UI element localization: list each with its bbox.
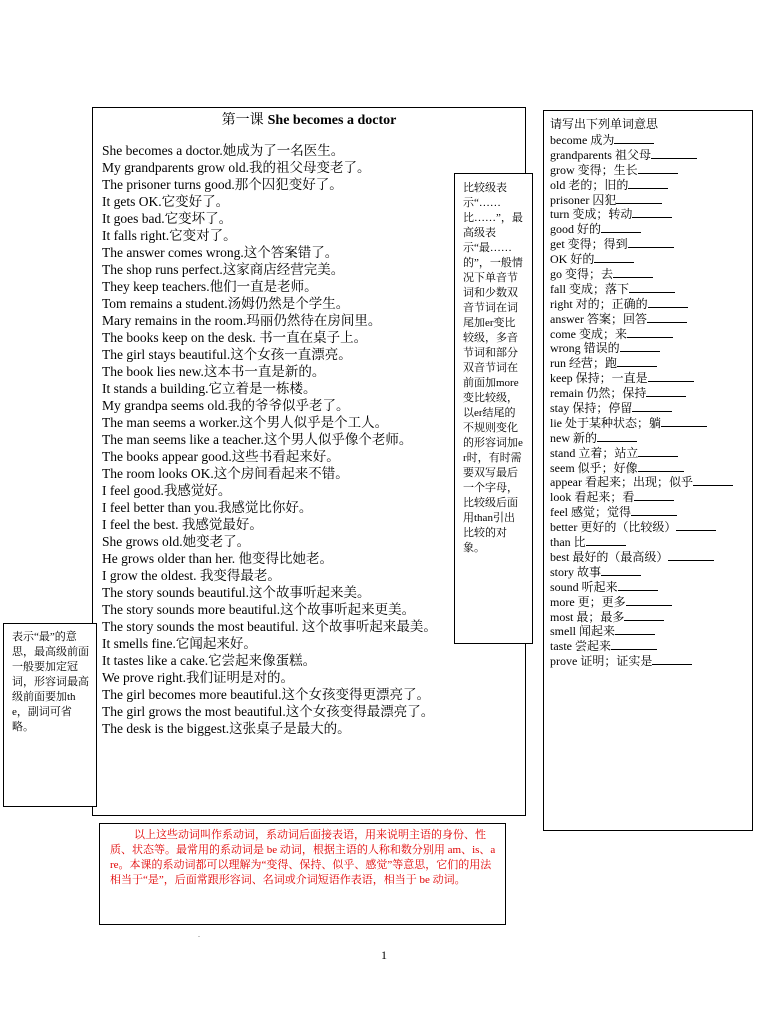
sentence-line: Tom remains a student.汤姆仍然是个学生。 xyxy=(102,296,350,311)
answer-blank[interactable] xyxy=(601,564,641,576)
vocab-word: keep 保持；一直是 xyxy=(550,371,648,386)
answer-blank[interactable] xyxy=(648,296,688,308)
sentence-line: The man seems like a teacher.这个男人似乎像个老师。 xyxy=(102,432,413,447)
vocab-word: grandparents 祖父母 xyxy=(550,147,651,162)
sentence-line: The desk is the biggest.这张桌子是最大的。 xyxy=(102,721,351,736)
answer-blank[interactable] xyxy=(631,504,677,516)
superlative-note-box xyxy=(3,623,97,807)
vocab-word: sound 听起来 xyxy=(550,579,618,594)
vocab-word: wrong 错误的 xyxy=(550,341,620,356)
vocab-item xyxy=(550,251,752,266)
vocab-item xyxy=(550,266,752,281)
lesson-title-text: She becomes a doctor xyxy=(267,113,397,128)
answer-blank[interactable] xyxy=(618,579,658,591)
vocab-word: turn 变成；转动 xyxy=(550,207,633,222)
vocab-word: right 对的；正确的 xyxy=(550,296,648,311)
answer-blank[interactable] xyxy=(634,489,674,501)
sentence-line: The story sounds more beautiful.这个故事听起来更美。 xyxy=(102,602,416,617)
sentence-line: I grow the oldest. 我变得最老。 xyxy=(102,568,281,583)
answer-blank[interactable] xyxy=(651,147,697,159)
answer-blank[interactable] xyxy=(646,385,686,397)
answer-blank[interactable] xyxy=(693,474,733,486)
vocab-item xyxy=(550,445,752,460)
answer-blank[interactable] xyxy=(613,266,653,278)
sentence-line: I feel the best. 我感觉最好。 xyxy=(102,517,263,532)
vocab-item xyxy=(550,296,752,311)
answer-blank[interactable] xyxy=(601,221,641,233)
vocab-item xyxy=(550,474,752,489)
sentence-line: The story sounds the most beautiful. 这个故事听起来最美。 xyxy=(102,619,437,634)
sentence-line: The girl stays beautiful.这个女孩一直漂亮。 xyxy=(102,347,352,362)
answer-blank[interactable] xyxy=(626,594,672,606)
answer-blank[interactable] xyxy=(638,445,678,457)
answer-blank[interactable] xyxy=(616,192,662,204)
sentence-line: My grandparents grow old.我的祖父母变老了。 xyxy=(102,160,371,175)
stray-mark: . xyxy=(198,930,200,939)
answer-blank[interactable] xyxy=(647,311,687,323)
vocab-item xyxy=(550,519,752,534)
vocab-word: feel 感觉；觉得 xyxy=(550,505,631,520)
vocab-word: best 最好的（最高级） xyxy=(550,549,669,564)
vocab-item xyxy=(550,192,752,207)
vocab-word: prove 证明；证实是 xyxy=(550,654,653,669)
superlative-note-text: 表示“最”的意思，最高级前面一般要加定冠词，形容词最高级前面要加the，副词可省略。 xyxy=(12,631,89,733)
vocab-item xyxy=(550,400,752,415)
sentence-line: My grandpa seems old.我的爷爷似乎老了。 xyxy=(102,398,350,413)
answer-blank[interactable] xyxy=(628,177,668,189)
page-number: 1 xyxy=(381,948,387,962)
answer-blank[interactable] xyxy=(652,653,692,665)
vocab-word: story 故事 xyxy=(550,564,602,579)
answer-blank[interactable] xyxy=(676,519,716,531)
vocab-word: new 新的 xyxy=(550,430,597,445)
vocab-item xyxy=(550,326,752,341)
answer-blank[interactable] xyxy=(632,206,672,218)
answer-blank[interactable] xyxy=(594,251,634,263)
sentence-line: The books keep on the desk. 书一直在桌子上。 xyxy=(102,330,368,345)
vocab-word: taste 尝起来 xyxy=(550,639,611,654)
vocabulary-box xyxy=(543,110,753,831)
sentence-line: It goes bad.它变坏了。 xyxy=(102,211,233,226)
vocab-item xyxy=(550,162,752,177)
vocab-item xyxy=(550,653,752,668)
vocab-word: than 比 xyxy=(550,535,586,550)
comparative-note-box xyxy=(454,173,533,644)
vocab-item xyxy=(550,549,752,564)
vocab-item xyxy=(550,594,752,609)
vocab-word: remain 仍然；保持 xyxy=(550,386,647,401)
sentence-line: The shop runs perfect.这家商店经营完美。 xyxy=(102,262,345,277)
vocab-word: come 变成；来 xyxy=(550,326,627,341)
answer-blank[interactable] xyxy=(628,236,674,248)
sentence-line: The books appear good.这些书看起来好。 xyxy=(102,449,340,464)
vocab-word: fall 变成；落下 xyxy=(550,281,629,296)
vocab-item xyxy=(550,281,752,296)
sentence-line: The girl grows the most beautiful.这个女孩变得最漂亮了。 xyxy=(102,704,435,719)
answer-blank[interactable] xyxy=(668,549,714,561)
vocab-word: seem 似乎；好像 xyxy=(550,460,638,475)
vocab-word: stay 保持；停留 xyxy=(550,401,633,416)
vocab-word: better 更好的（比较级） xyxy=(550,520,677,535)
vocab-word: prisoner 囚犯 xyxy=(550,192,617,207)
sentence-line: It smells fine.它闻起来好。 xyxy=(102,636,257,651)
vocab-word: smell 闻起来 xyxy=(550,624,615,639)
vocab-item xyxy=(550,623,752,638)
sentence-line: The book lies new.这本书一直是新的。 xyxy=(102,364,326,379)
linking-verb-note-box xyxy=(99,823,506,925)
sentence-line: Mary remains in the room.玛丽仍然待在房间里。 xyxy=(102,313,382,328)
vocab-item xyxy=(550,340,752,355)
sentence-line: It falls right.它变对了。 xyxy=(102,228,237,243)
answer-blank[interactable] xyxy=(629,281,675,293)
answer-blank[interactable] xyxy=(627,326,673,338)
sentence-line: I feel better than you.我感觉比你好。 xyxy=(102,500,313,515)
vocab-word: go 变得；去 xyxy=(550,267,614,282)
sentence-line: The room looks OK.这个房间看起来不错。 xyxy=(102,466,349,481)
answer-blank[interactable] xyxy=(617,355,657,367)
vocabulary-list xyxy=(550,132,752,668)
vocab-word: old 老的；旧的 xyxy=(550,177,629,192)
sentence-line: It gets OK.它变好了。 xyxy=(102,194,230,209)
vocabulary-heading: 请写出下列单词意思 xyxy=(550,117,659,131)
vocab-item xyxy=(550,385,752,400)
lesson-number: 第一课 xyxy=(221,113,264,128)
vocab-word: look 看起来；看 xyxy=(550,490,635,505)
vocab-word: run 经营；跑 xyxy=(550,356,617,371)
linking-verb-note-text: 以上这些动词叫作系动词，系动词后面接表语，用来说明主语的身份、性质、状态等。最常用的系动词是 be 动词，根据主语的人称和数分别用 am、is、are。本课的系动词都可以理解为“变得、保持、似乎、感觉”等意思，它们的用法相当于“是”，后面常跟形容词、名词或介词短语作表语，相当于 be 动词。 xyxy=(110,829,496,886)
vocab-item xyxy=(550,504,752,519)
sentence-line: The girl becomes more beautiful.这个女孩变得更漂亮了。 xyxy=(102,687,431,702)
sentence-line: The answer comes wrong.这个答案错了。 xyxy=(102,245,339,260)
vocab-word: become 成为 xyxy=(550,133,615,147)
sentence-line: It tastes like a cake.它尝起来像蛋糕。 xyxy=(102,653,317,668)
vocab-item xyxy=(550,489,752,504)
sentence-line: She grows old.她变老了。 xyxy=(102,534,251,549)
vocab-word: grow 变得；生长 xyxy=(550,162,638,177)
answer-blank[interactable] xyxy=(624,609,664,621)
vocab-item xyxy=(550,311,752,326)
vocab-item xyxy=(550,221,752,236)
vocab-item xyxy=(550,206,752,221)
answer-blank[interactable] xyxy=(648,370,694,382)
sentence-line: We prove right.我们证明是对的。 xyxy=(102,670,295,685)
vocab-word: answer 答案；回答 xyxy=(550,311,647,326)
vocab-item xyxy=(550,147,752,162)
answer-blank[interactable] xyxy=(632,400,672,412)
answer-blank[interactable] xyxy=(620,340,660,352)
sentence-line: They keep teachers.他们一直是老师。 xyxy=(102,279,318,294)
answer-blank[interactable] xyxy=(661,415,707,427)
lesson-title xyxy=(93,112,525,130)
vocab-item xyxy=(550,355,752,370)
answer-blank[interactable] xyxy=(638,162,678,174)
answer-blank[interactable] xyxy=(614,132,654,144)
vocab-item xyxy=(550,609,752,624)
sentence-line: It stands a building.它立着是一栋楼。 xyxy=(102,381,317,396)
sentence-line: She becomes a doctor.她成为了一名医生。 xyxy=(102,143,345,158)
vocab-item xyxy=(550,430,752,445)
vocab-word: most 最；最多 xyxy=(550,609,625,624)
vocab-word: good 好的 xyxy=(550,222,602,237)
vocab-item xyxy=(550,236,752,251)
vocab-item xyxy=(550,370,752,385)
sentence-line: The man seems a worker.这个男人似乎是个工人。 xyxy=(102,415,389,430)
comparative-note-text: 比较级表示“……比……”，最高级表示“最……的”，一般情况下单音节词和少数双音节词在词尾加er变比较级，多音节词和部分双音节词在前面加more变比较级，以er结尾的不规则变化的形容词加er时，有时需要双写最后一个字母，比较级后面用than引出比较的对象。 xyxy=(463,182,523,554)
vocab-word: stand 立着；站立 xyxy=(550,445,639,460)
vocab-word: OK 好的 xyxy=(550,252,595,267)
sentence-line: I feel good.我感觉好。 xyxy=(102,483,232,498)
vocab-word: lie 处于某种状态；躺 xyxy=(550,415,661,430)
answer-blank[interactable] xyxy=(586,534,626,546)
vocab-word: appear 看起来；出现；似乎 xyxy=(550,475,693,490)
vocab-item xyxy=(550,579,752,594)
vocab-item xyxy=(550,460,752,475)
sentence-line: The prisoner turns good.那个囚犯变好了。 xyxy=(102,177,343,192)
answer-blank[interactable] xyxy=(615,623,655,635)
sentence-line: He grows older than her. 他变得比她老。 xyxy=(102,551,333,566)
vocab-word: get 变得；得到 xyxy=(550,237,628,252)
vocab-word: more 更；更多 xyxy=(550,594,626,609)
vocab-item xyxy=(550,132,752,147)
answer-blank[interactable] xyxy=(597,430,637,442)
sentence-line: The story sounds beautiful.这个故事听起来美。 xyxy=(102,585,371,600)
vocab-item xyxy=(550,415,752,430)
vocab-item xyxy=(550,177,752,192)
vocab-item xyxy=(550,638,752,653)
answer-blank[interactable] xyxy=(638,460,684,472)
vocab-item xyxy=(550,564,752,579)
vocab-item xyxy=(550,534,752,549)
answer-blank[interactable] xyxy=(611,638,657,650)
